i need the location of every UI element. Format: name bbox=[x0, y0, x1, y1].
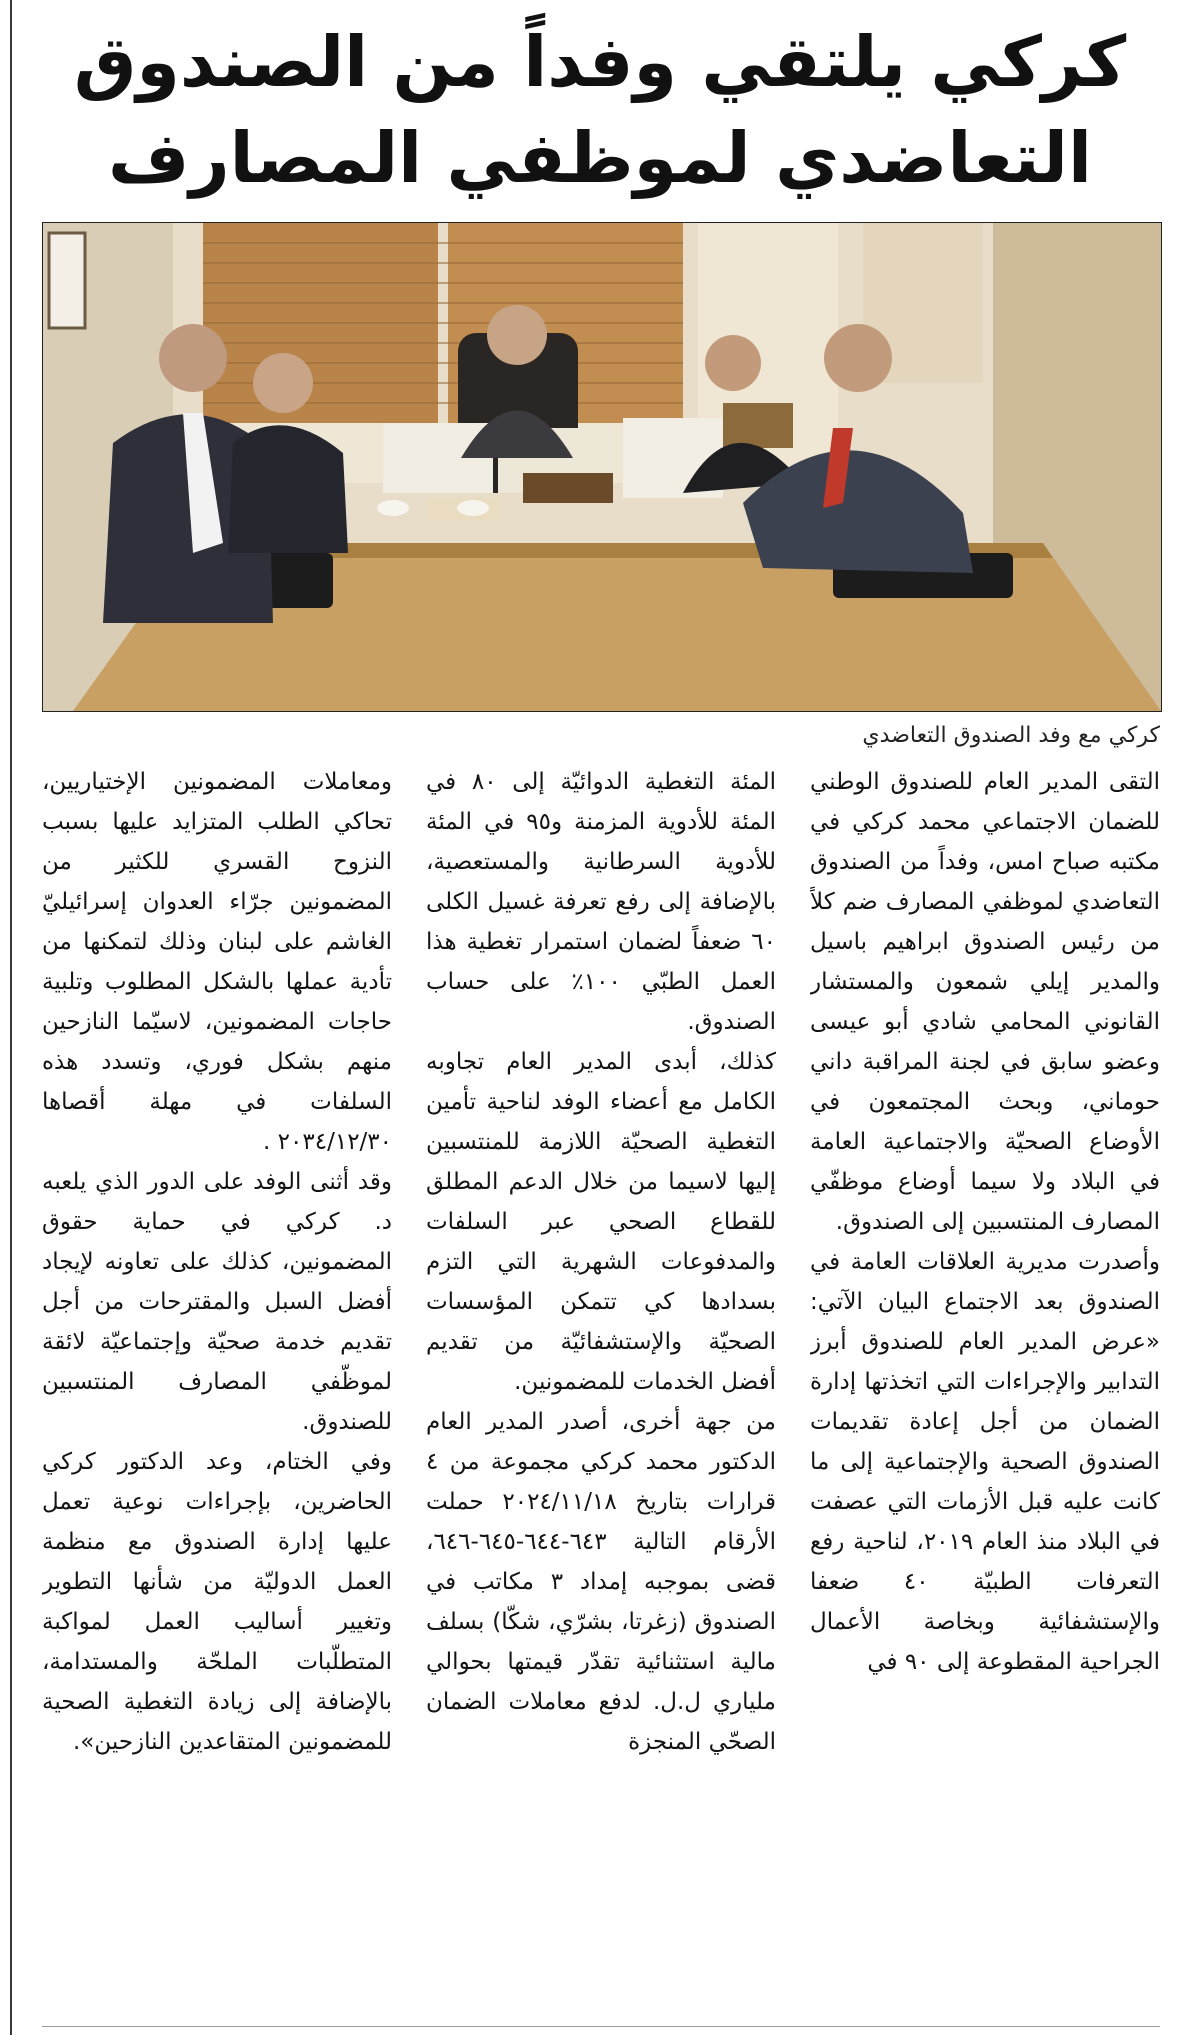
headline-line-1: كركي يلتقي وفداً من الصندوق bbox=[73, 21, 1127, 103]
column-rule bbox=[10, 0, 12, 2035]
headline bbox=[40, 14, 1160, 206]
bottom-rule bbox=[42, 2026, 1160, 2027]
paragraph: المئة التغطية الدوائيّة إلى ٨٠ في المئة للأدوية المزمنة و٩٥ في المئة للأدوية السرطانية والمستعصية، بالإضافة إلى رفع تعرفة غسيل الكلى ٦٠ ضعفاً لضمان استمرار تغطية هذا العمل الطبّي ١٠٠٪ على حساب الصندوق. bbox=[426, 769, 776, 1035]
article-column-1 bbox=[810, 762, 1160, 2002]
paragraph: كذلك، أبدى المدير العام تجاوبه الكامل مع أعضاء الوفد لناحية تأمين التغطية الصحيّة اللازمة للمنتسبين إليها لاسيما من خلال الدعم المطلق للقطاع الصحي عبر السلفات والمدفوعات الشهرية التي التزم بسدادها كي تتمكن المؤسسات الصحيّة والإستشفائيّة من تقديم أفضل الخدمات للمضمونين. bbox=[426, 1049, 776, 1395]
article-column-2 bbox=[426, 762, 776, 2002]
meeting-photo-illustration bbox=[43, 223, 1161, 711]
article-body bbox=[42, 762, 1160, 2002]
paragraph: وفي الختام، وعد الدكتور كركي الحاضرين، بإجراءات نوعية تعمل عليها إدارة الصندوق مع منظمة العمل الدوليّة من شأنها التطوير وتغيير أساليب العمل لمواكبة المتطلّبات الملحّة والمستدامة، بالإضافة إلى زيادة التغطية الصحية للمضمونين المتقاعدين النازحين». bbox=[42, 1449, 392, 1755]
paragraph: وقد أثنى الوفد على الدور الذي يلعبه د. كركي في حماية حقوق المضمونين، كذلك على تعاونه لإيجاد أفضل السبل والمقترحات من أجل تقديم خدمة صحيّة وإجتماعيّة لائقة لموظّفي المصارف المنتسبين للصندوق. bbox=[42, 1169, 392, 1435]
meeting-photo bbox=[42, 222, 1162, 712]
paragraph: ومعاملات المضمونين الإختياريين، تحاكي الطلب المتزايد عليها بسبب النزوح القسري للكثير من المضمونين جرّاء العدوان إسرائيليّ الغاشم على لبنان وذلك لتمكنها من تأدية عملها بالشكل المطلوب وتلبية حاجات المضمونين، لاسيّما النازحين منهم بشكل فوري، وتسدد هذه السلفات في مهلة أقصاها ٢٠٣٤/١٢/٣٠ . bbox=[42, 769, 392, 1155]
headline-line-2: التعاضدي لموظفي المصارف bbox=[108, 117, 1092, 199]
article-column-3 bbox=[42, 762, 392, 2002]
paragraph: من جهة أخرى، أصدر المدير العام الدكتور محمد كركي مجموعة من ٤ قرارات بتاريخ ٢٠٢٤/١١/١٨ حملت الأرقام التالية ٦٤٣-٦٤٤-٦٤٥-٦٤٦، قضى بموجبه إمداد ٣ مكاتب في الصندوق (زغرتا، بشرّي، شكّا) بسلف مالية استثنائية تقدّر قيمتها بحوالي ملياري ل.ل. لدفع معاملات الضمان الصحّي المنجزة bbox=[426, 1409, 776, 1755]
paragraph: وأصدرت مديرية العلاقات العامة في الصندوق بعد الاجتماع البيان الآتي: «عرض المدير العام للصندوق أبرز التدابير والإجراءات التي اتخذتها إدارة الضمان من أجل إعادة تقديمات الصندوق الصحية والإجتماعية إلى ما كانت عليه قبل الأزمات التي عصفت في البلاد منذ العام ٢٠١٩، لناحية رفع التعرفات الطبيّة ٤٠ ضعفا والإستشفائية وبخاصة الأعمال الجراحية المقطوعة إلى ٩٠ في bbox=[810, 1249, 1160, 1675]
paragraph: التقى المدير العام للصندوق الوطني للضمان الاجتماعي محمد كركي في مكتبه صباح امس، وفداً من الصندوق التعاضدي لموظفي المصارف ضم كلاً من رئيس الصندوق ابراهيم باسيل والمدير إيلي شمعون والمستشار القانوني المحامي شادي أبو عيسى وعضو سابق في لجنة المراقبة داني حوماني، وبحث المجتمعون في الأوضاع الصحيّة والاجتماعية العامة في البلاد ولا سيما أوضاع موظفّي المصارف المنتسبين إلى الصندوق. bbox=[810, 769, 1160, 1235]
photo-caption: كركي مع وفد الصندوق التعاضدي bbox=[862, 723, 1160, 748]
